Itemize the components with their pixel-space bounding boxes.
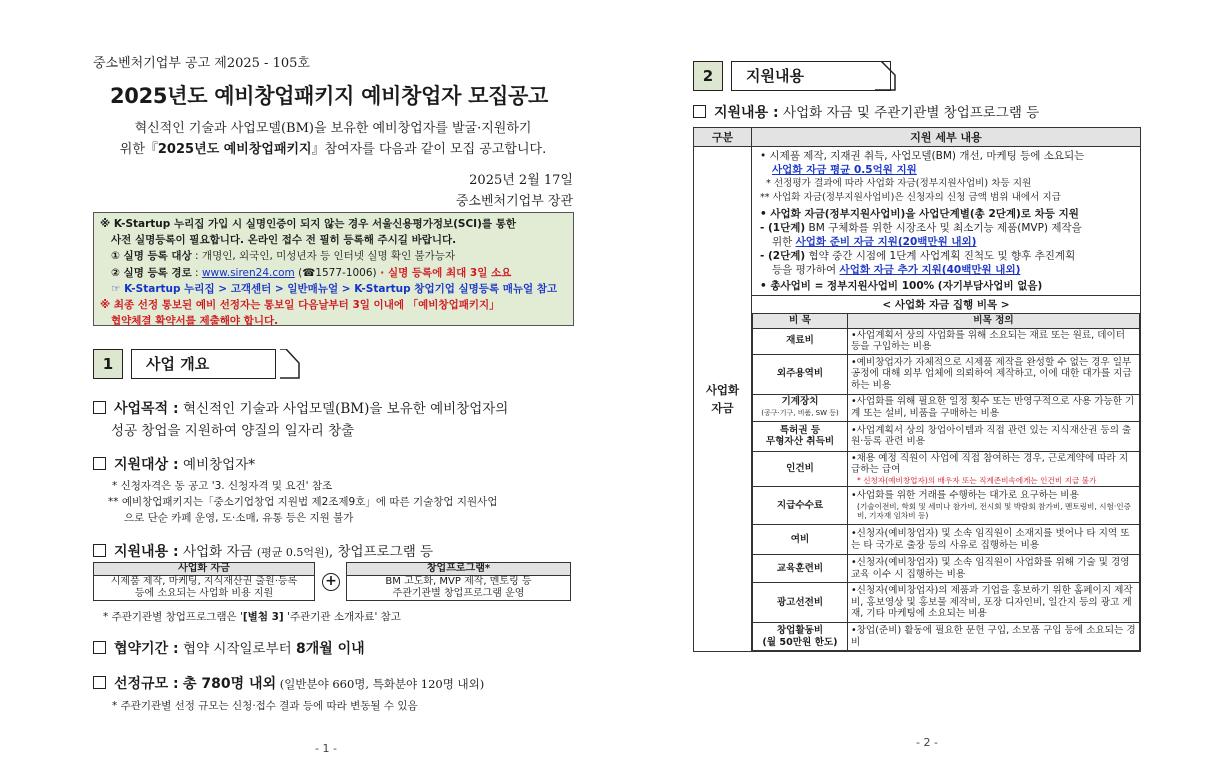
checkbox-square-icon [93, 401, 106, 414]
program-head: 창업프로그램* [347, 563, 571, 576]
notice-line-7: 협약체결 확약서를 제출해야 합니다. [111, 315, 279, 328]
table-row [753, 394, 1140, 421]
purpose-text-line-2: 성공 창업을 지원하여 양질의 일자리 창출 [111, 423, 355, 439]
intro-line-1: 혁신적인 기술과 사업모델(BM)을 보유한 예비창업자를 발굴·지원하기 [134, 121, 532, 136]
expense-item-name: 외주용역비 [753, 354, 848, 394]
expense-item-name: 특허권 등 무형자산 취득비 [753, 421, 848, 451]
expense-item-name: 교육훈련비 [753, 555, 848, 583]
target-note-2b: 으로 단순 카페 운영, 도·소매, 유통 등은 지원 불가 [124, 512, 354, 524]
inner-header-item: 비 목 [753, 314, 848, 329]
purpose-item: 사업목적 : 혁신적인 기술과 사업모델(BM)을 보유한 예비창업자의 [93, 397, 508, 418]
stage-2: - (2단계) 협약 중간 시점에 1단계 사업계획 진척도 및 향후 추진계획 [760, 250, 1076, 262]
page-number-2: - 2 - [916, 736, 938, 749]
expense-item-name: 창업활동비 (월 50만원 한도) [753, 623, 848, 651]
target-note-1: * 신청자격은 동 공고 '3. 신청자격 및 요건' 참조 [112, 480, 333, 492]
notice-signer: 중소벤처기업부 장관 [455, 194, 573, 209]
agency-notice-number: 중소벤처기업부 공고 제2025 - 105호 [93, 56, 310, 71]
table-row [753, 328, 1140, 354]
section-1-number: 1 [93, 349, 123, 379]
period-item: 협약기간 : 협약 시작일로부터 8개월 이내 [93, 637, 365, 658]
section-2-number: 2 [693, 61, 723, 91]
expense-item-definition: •사업계획서 상의 사업화를 위해 소요되는 재료 또는 원료, 데이터 등을 구입하는 비용 [848, 328, 1140, 354]
target-item: 지원대상 : 예비창업자* [93, 453, 255, 474]
expense-item-name: 광고선전비 [753, 583, 848, 623]
fund-average-link: 사업화 자금 평균 0.5억원 지원 [772, 164, 917, 176]
scale-note: * 주관기관별 선정 규모는 신청·접수 결과 등에 따라 변동될 수 있음 [112, 700, 418, 712]
table-row [753, 487, 1140, 525]
fund-body: 시제품 제작, 마케팅, 지식재산권 출원·등록 등에 소요되는 사업화 비용 지원 [94, 576, 315, 601]
table-row [753, 583, 1140, 623]
kstartup-notice-box [93, 212, 574, 326]
notice-line-6: ※ 최종 선정 통보된 예비 선정자는 통보일 다음날부터 3일 이내에 「예비창업패키지」 [100, 299, 500, 312]
expense-item-name: 여비 [753, 525, 848, 555]
notice-line-4: ② 실명 등록 경로 : www.siren24.com (☎1577-1006) · 실명 등록에 최대 3일 소요 [111, 266, 512, 279]
stage-2-fund-link: 사업화 자금 추가 지원(40백만원 내외) [839, 264, 1021, 276]
detail-bullet-3: • 총사업비 = 정부지원사업비 100% (자기부담사업비 없음) [760, 280, 1043, 292]
target-note-2a: ** 예비창업패키지는「중소기업창업 지원법 제2조제9호」에 따른 기술창업 지원사업 [108, 496, 498, 508]
checkbox-square-icon [93, 457, 106, 470]
expense-item-definition: •신청자(예비창업자) 및 소속 임직원이 사업화를 위해 기술 및 경영교육 이수 시 집행하는 비용 [848, 555, 1140, 583]
expense-items-table [752, 313, 1140, 651]
table-header-category: 구분 [694, 128, 752, 147]
checkbox-square-icon [93, 544, 106, 557]
startup-program-box [346, 562, 571, 601]
expense-item-definition: •사업화를 위한 거래를 수행하는 대가로 요구하는 비용 (기술이전비, 학회 및 세미나 참가비, 전시회 및 박람회 참가비, 멘토링비, 시험·인증비, 기자재 임차비 등) [848, 487, 1140, 525]
section-2-label: 지원내용 [731, 61, 891, 91]
expense-item-name: 인건비 [753, 451, 848, 487]
siren24-link[interactable]: www.siren24.com [201, 266, 295, 279]
notice-date: 2025년 2월 17일 [469, 173, 573, 188]
expense-item-definition: •예비창업자가 자체적으로 시제품 제작을 완성할 수 없는 경우 일부 공정에 대해 외부 업체에 의뢰하여 제작하고, 이에 대한 대가를 지급하는 비용 [848, 354, 1140, 394]
expense-item-definition: •신청자(예비창업자) 및 소속 임직원이 소재지를 벗어나 타 지역 또는 타 국가로 출장 등의 사유로 집행하는 비용 [848, 525, 1140, 555]
scale-item: 선정규모 : 총 780명 내외 (일반분야 660명, 특화분야 120명 내외) [93, 673, 484, 693]
folded-corner-icon [280, 349, 300, 379]
expense-item-definition: •신청자(예비창업자)의 제품과 기업을 홍보하기 위한 홈페이지 제작비, 홍보영상 및 홍보물 제작비, 포장 디자인비, 일간지 등의 광고 게재, 기타 마케팅에 소요되는 비용 [848, 583, 1140, 623]
section-1-label: 사업 개요 [131, 349, 276, 379]
program-note: * 주관기관별 창업프로그램은 '[별첨 3] '주관기관 소개자료' 참고 [103, 611, 401, 623]
notice-line-5: ☞ K-Startup 누리집 > 고객센터 > 일반매뉴얼 > K-Startup 창업기업 실명등록 매뉴얼 참고 [111, 282, 558, 295]
expense-item-definition: •채용 예정 직원이 사업에 직접 참여하는 경우, 근로계약에 따라 지급하는 급여 * 신청자(예비창업자)의 배우자 또는 직계존비속에게는 인건비 지급 불가 [848, 451, 1140, 487]
fund-head: 사업화 자금 [94, 563, 315, 576]
detail-note-2: ** 사업화 자금(정부지원사업비)은 신청자의 신청 금액 범위 내에서 지급 [760, 192, 1061, 203]
expense-item-name: 기계장치 (공구·기구, 비품, SW 등) [753, 394, 848, 421]
detail-note-1: * 선정평가 결과에 따라 사업화 자금(정부지원사업비) 차등 지원 [766, 178, 1032, 189]
business-fund-box [93, 562, 315, 601]
stage-1-fund-link: 사업화 준비 자금 지원(20백만원 내외) [795, 236, 977, 248]
plus-icon: + [322, 573, 340, 591]
detail-cell: • 시제품 제작, 지재권 취득, 사업모델(BM) 개선, 마케팅 등에 소요되는 사업화 자금 평균 0.5억원 지원 * 선정평가 결과에 따라 사업화 자금(정부지원사업비) 차등 지원 ** 사업화 자금(정부지원사업비)은 신청자의 신청 금액 범위 내에서 지급 • 사업화 자금(정부지원사업비)을 사업단계별(총 2단계)로 차등 지원 - (1단계) BM 구체화를 위한 시장조사 및 최소기능 제품(MVP) 제작을 위한 사업화 준비 자금 지원(20백만원 내외) - (2단계) 협약 중간 시점에 1단계 사업계획 진척도 및 향후 추진계획 등을 평가하여 사업화 자금 추가 지원(40백만원 내외) • 총사업비 = 정부지원사업비 100% (자기부담사업비 없음) < 사업화 자금 집행 비목 > 비 목 비목 정의 재료비 •사업계획서 상의 사업화를 위해 소요되는 재료 또는 원료, 데이터 등을 구입하는 비용 외주용역비 •예비창업자가 자체적으로 시제품 제작을 완성할 수 없는 경우 일부 공정에 대해 외부 업체에 의뢰하여 제작하고, 이에 대한 대가를 지급하는 비용 기계장치 (공구·기구, 비품, SW 등) •사업화를 위해 필요한 일정 횟수 또는 반영구적으로 사용 가능한 기계 또는 설비, 비품을 구매하는 비용 특허권 등 무형자산 취득비 •사업계획서 상의 창업아이템과 직접 관련 있는 지식재산권 등의 출원·등록 관련 비용 인건비 •채용 예정 직원이 사업에 직접 참여하는 경우, 근로계약에 따라 지급하는 급여 * 신청자(예비창업자)의 배우자 또는 직계존비속에게는 인건비 지급 불가 지급수수료 •사업화를 위한 거래를 수행하는 대가로 요구하는 비용 (기술이전비, 학회 및 세미나 참가비, 전시회 및 박람회 참가비, 멘토링비, 시험·인증비, 기자재 임차비 등) 여비 •신청자(예비창업자) 및 소속 임직원이 소재지를 벗어나 타 지역 또는 타 국가로 출장 등의 사유로 집행하는 비용 교육훈련비 •신청자(예비창업자) 및 소속 임직원이 사업화를 위해 기술 및 경영교육 이수 시 집행하는 비용 광고선전비 •신청자(예비창업자)의 제품과 기업을 홍보하기 위한 홈페이지 제작비, 홍보영상 및 홍보물 제작비, 포장 디자인비, 일간지 등의 광고 게재, 기타 마케팅에 소요되는 비용 창업활동비 (월 50만원 한도) •창업(준비) 활동에 필요한 문헌 구입, 소모품 구입 등에 소요되는 경비 [752, 147, 1141, 652]
expense-item-definition: •창업(준비) 활동에 필요한 문헌 구입, 소모품 구입 등에 소요되는 경비 [848, 623, 1140, 651]
table-row [753, 525, 1140, 555]
notice-line-3: ① 실명 등록 대상 : 개명인, 외국인, 미성년자 등 인터넷 실명 확인 불가능자 [111, 250, 456, 263]
table-row [753, 555, 1140, 583]
support-content-subhead: 지원내용 : 사업화 자금 및 주관기관별 창업프로그램 등 [693, 101, 1039, 122]
checkbox-square-icon [93, 641, 106, 654]
expense-item-definition: •사업화를 위해 필요한 일정 횟수 또는 반영구적으로 사용 가능한 기계 또는 설비, 비품을 구매하는 비용 [848, 394, 1140, 421]
table-row [753, 451, 1140, 487]
table-header-detail: 지원 세부 내용 [752, 128, 1141, 147]
table-row [753, 421, 1140, 451]
intro-line-2: 위한『2025년도 예비창업패키지』참여자를 다음과 같이 모집 공고합니다. [119, 142, 547, 157]
checkbox-square-icon [93, 676, 106, 689]
category-business-fund: 사업화 자금 [694, 147, 752, 652]
table-row [753, 354, 1140, 394]
support-detail-table [693, 127, 1141, 652]
inner-header-definition: 비목 정의 [848, 314, 1140, 329]
detail-bullet-2: • 사업화 자금(정부지원사업비)을 사업단계별(총 2단계)로 차등 지원 [760, 208, 1079, 220]
folded-corner-icon [875, 61, 897, 91]
content-item: 지원내용 : 사업화 자금 (평균 0.5억원), 창업프로그램 등 [93, 540, 433, 561]
intro-paragraph [93, 118, 573, 160]
expense-item-name: 지급수수료 [753, 487, 848, 525]
detail-bullet-1: • 시제품 제작, 지재권 취득, 사업모델(BM) 개선, 마케팅 등에 소요되는 [760, 150, 1085, 162]
section-2-heading [693, 61, 903, 91]
checkbox-square-icon [693, 105, 706, 118]
program-body: BM 고도화, MVP 제작, 멘토링 등 주관기관별 창업프로그램 운영 [347, 576, 571, 601]
expense-item-name: 재료비 [753, 328, 848, 354]
notice-line-2: 사전 실명등록이 필요합니다. 온라인 접수 전 필히 등록해 주시길 바랍니다. [111, 234, 457, 247]
section-1-heading [93, 349, 293, 379]
table-row [753, 623, 1140, 651]
page-number-1: - 1 - [315, 742, 337, 755]
page-title: 2025년도 예비창업패키지 예비창업자 모집공고 [110, 84, 549, 108]
inner-table-title: < 사업화 자금 집행 비목 > [752, 295, 1140, 313]
stage-1: - (1단계) BM 구체화를 위한 시장조사 및 최소기능 제품(MVP) 제작을 [760, 222, 1082, 234]
expense-item-definition: •사업계획서 상의 창업아이템과 직접 관련 있는 지식재산권 등의 출원·등록 관련 비용 [848, 421, 1140, 451]
notice-line-1: ※ K-Startup 누리집 가입 시 실명인증이 되지 않는 경우 서울신용평가정보(SCI)를 통한 [100, 218, 516, 230]
